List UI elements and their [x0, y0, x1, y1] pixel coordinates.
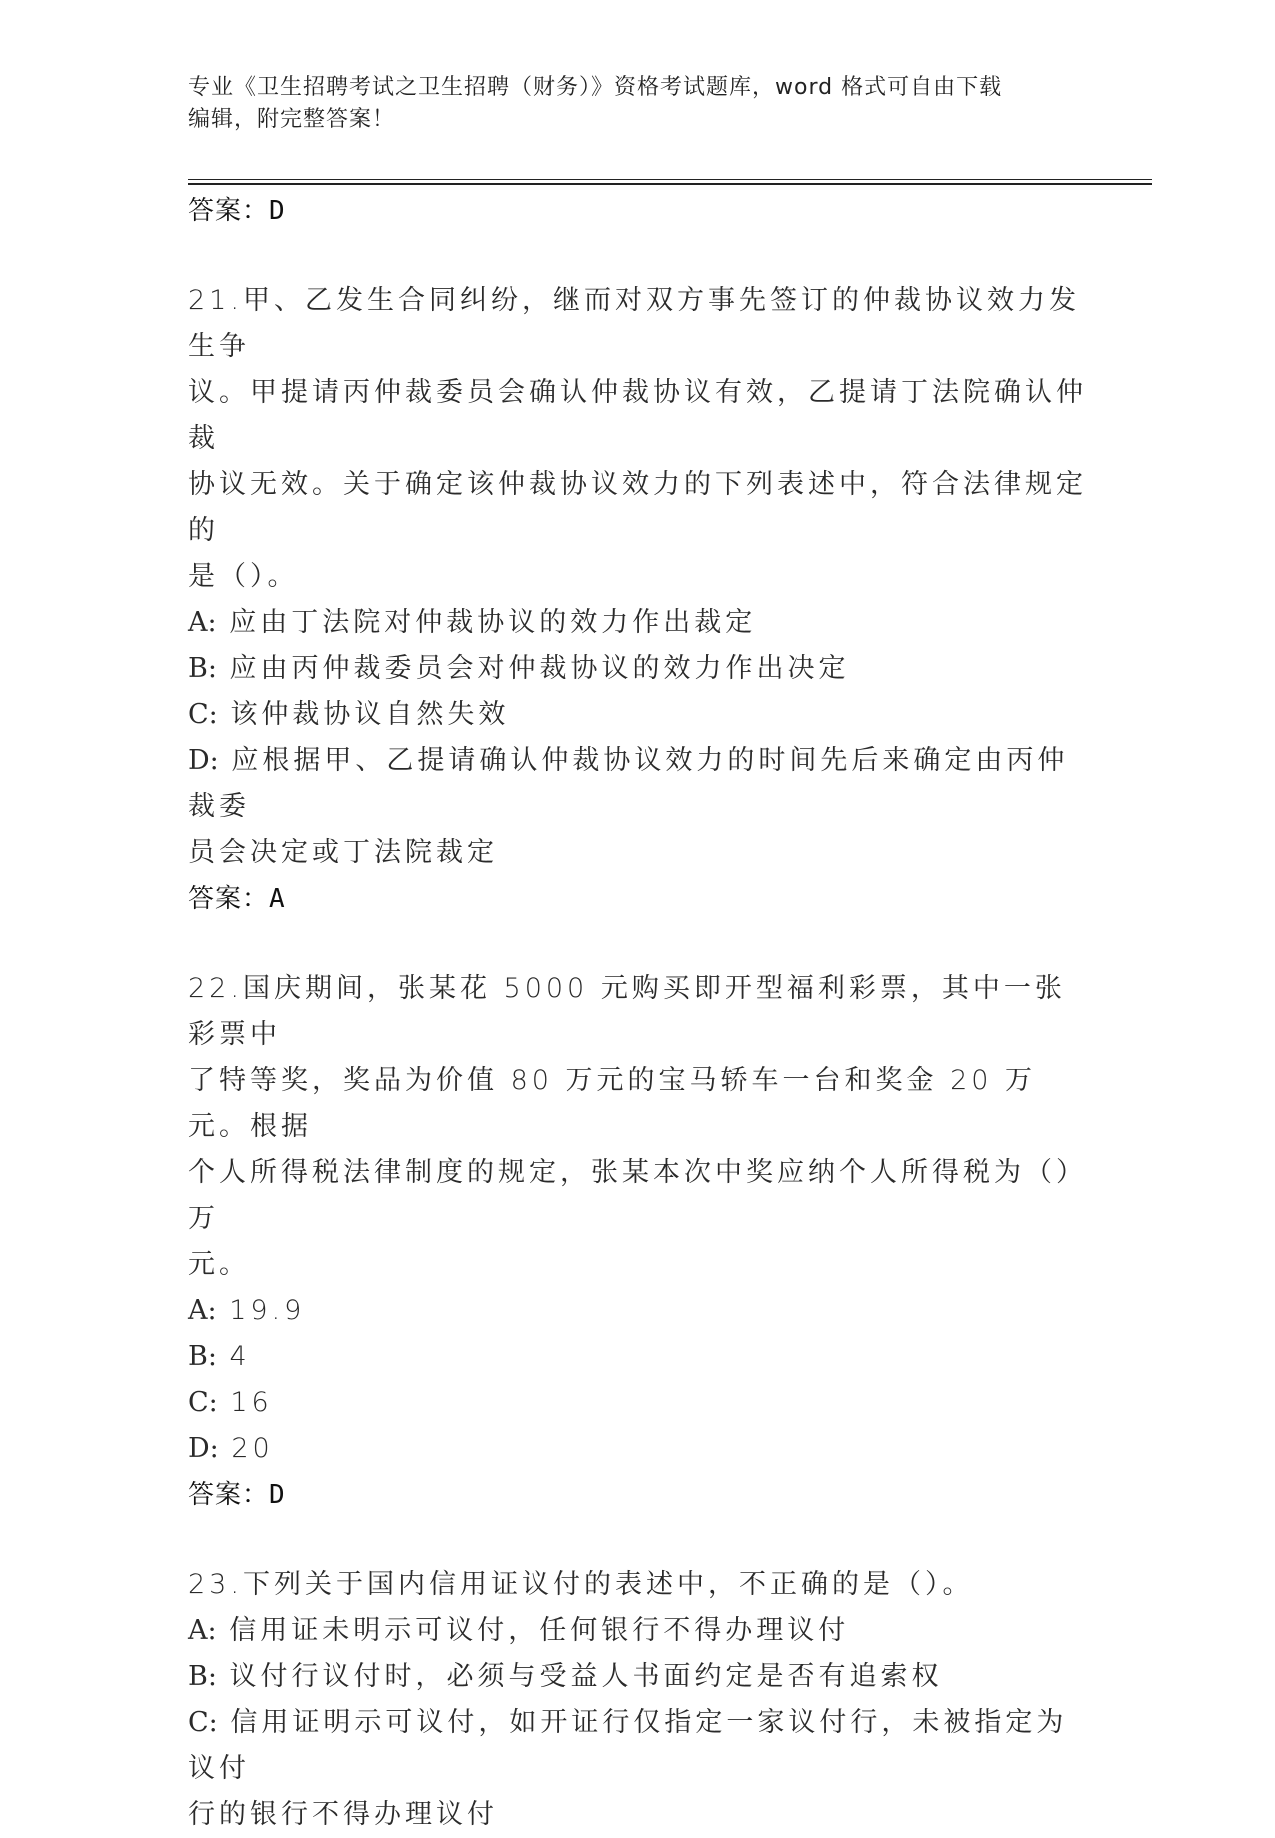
answer-value: D — [269, 1480, 286, 1510]
option-letter: D: — [188, 1433, 219, 1464]
question-block — [188, 1562, 1088, 1838]
answer-line — [188, 876, 1088, 922]
question-stem-line: 21.甲、乙发生合同纠纷，继而对双方事先签订的仲裁协议效力发生争 — [188, 285, 1080, 362]
option-letter: A: — [188, 607, 217, 638]
question-content — [188, 188, 1088, 1838]
answer-value: D — [269, 196, 286, 226]
answer-label: 答案： — [188, 884, 270, 914]
option-letter: A: — [188, 1615, 217, 1646]
previous-answer — [188, 188, 1088, 234]
question-block — [188, 966, 1088, 1518]
option-line — [188, 692, 1088, 738]
option-text: 16 — [230, 1387, 273, 1418]
option-text: 议付行议付时，必须与受益人书面约定是否有追索权 — [229, 1661, 943, 1692]
question-block — [188, 278, 1088, 922]
question-stem-line: 了特等奖，奖品为价值 80 万元的宝马轿车一台和奖金 20 万元。根据 — [188, 1065, 1037, 1142]
question-stem-line: 协议无效。关于确定该仲裁协议效力的下列表述中，符合法律规定的 — [188, 469, 1087, 546]
answer-label: 答案： — [188, 1480, 270, 1510]
option-line — [188, 1380, 1088, 1426]
option-line — [188, 1288, 1088, 1334]
option-line — [188, 830, 1088, 876]
question-stem-line: 22.国庆期间，张某花 5000 元购买即开型福利彩票，其中一张彩票中 — [188, 973, 1066, 1050]
option-line — [188, 1700, 1088, 1792]
option-text: 行的银行不得办理议付 — [188, 1799, 498, 1830]
option-line — [188, 646, 1088, 692]
option-letter: C: — [188, 1707, 218, 1738]
question-stem-line: 元。 — [188, 1249, 250, 1280]
question-stem-line: 是（）。 — [188, 561, 299, 592]
option-line — [188, 738, 1088, 830]
option-letter: C: — [188, 1387, 218, 1418]
document-header — [188, 72, 1088, 136]
option-text: 信用证未明示可议付，任何银行不得办理议付 — [229, 1615, 850, 1646]
option-text: 应由丙仲裁委员会对仲裁协议的效力作出决定 — [229, 653, 850, 684]
question-stem-line: 23.下列关于国内信用证议付的表述中，不正确的是（）。 — [188, 1569, 974, 1600]
option-line — [188, 1426, 1088, 1472]
option-line — [188, 1334, 1088, 1380]
option-letter: D: — [188, 745, 219, 776]
answer-value: A — [269, 884, 286, 914]
question-stem-line: 个人所得税法律制度的规定，张某本次中奖应纳个人所得税为（）万 — [188, 1157, 1087, 1234]
question-list — [188, 278, 1088, 1838]
header-rule-thin — [188, 179, 1152, 180]
question-stem-line: 议。甲提请丙仲裁委员会确认仲裁协议有效，乙提请丁法院确认仲裁 — [188, 377, 1087, 454]
answer-line — [188, 1472, 1088, 1518]
option-text: 员会决定或丁法院裁定 — [188, 837, 498, 868]
header-line-2: 编辑，附完整答案！ — [188, 107, 396, 132]
header-rule-thick — [188, 183, 1152, 185]
option-text: 应根据甲、乙提请确认仲裁协议效力的时间先后来确定由丙仲裁委 — [188, 745, 1069, 822]
option-text: 20 — [231, 1433, 274, 1464]
option-line — [188, 1792, 1088, 1838]
option-text: 应由丁法院对仲裁协议的效力作出裁定 — [229, 607, 757, 638]
option-letter: B: — [188, 1661, 217, 1692]
option-letter: C: — [188, 699, 218, 730]
answer-label: 答案： — [188, 196, 270, 226]
option-text: 信用证明示可议付，如开证行仅指定一家议付行，未被指定为议付 — [188, 1707, 1068, 1784]
option-letter: A: — [188, 1295, 217, 1326]
option-text: 19.9 — [229, 1295, 306, 1326]
option-line — [188, 1608, 1088, 1654]
option-text: 该仲裁协议自然失效 — [230, 699, 510, 730]
header-line-1: 专业《卫生招聘考试之卫生招聘（财务）》资格考试题库，word 格式可自由下载 — [188, 75, 1003, 100]
option-line — [188, 1654, 1088, 1700]
option-letter: B: — [188, 653, 217, 684]
option-text: 4 — [229, 1341, 251, 1372]
option-letter: B: — [188, 1341, 217, 1372]
option-line — [188, 600, 1088, 646]
